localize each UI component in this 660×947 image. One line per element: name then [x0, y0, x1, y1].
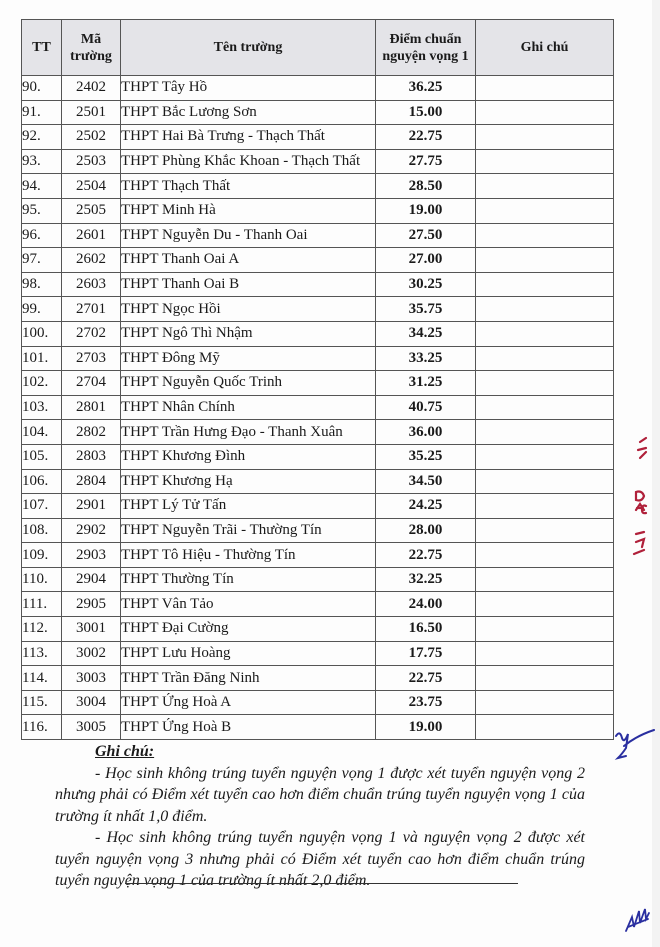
cutoff-score: 28.50	[376, 174, 476, 199]
school-name: THPT Bắc Lương Sơn	[121, 100, 376, 125]
school-name: THPT Hai Bà Trưng - Thạch Thất	[121, 125, 376, 150]
school-code: 2804	[62, 469, 121, 494]
notes-title: Ghi chú:	[95, 743, 155, 760]
school-name: THPT Minh Hà	[121, 198, 376, 223]
cutoff-score: 16.50	[376, 617, 476, 642]
row-note	[476, 444, 614, 469]
row-number: 101.	[22, 346, 62, 371]
school-code: 2501	[62, 100, 121, 125]
row-number: 112.	[22, 617, 62, 642]
school-code: 2402	[62, 76, 121, 101]
school-code: 3003	[62, 666, 121, 691]
row-number: 104.	[22, 420, 62, 445]
row-note	[476, 690, 614, 715]
school-code: 2902	[62, 518, 121, 543]
table-row	[22, 198, 614, 223]
row-note	[476, 641, 614, 666]
school-name: THPT Nguyễn Du - Thanh Oai	[121, 223, 376, 248]
row-note	[476, 321, 614, 346]
school-name: THPT Ngọc Hồi	[121, 297, 376, 322]
school-code: 2603	[62, 272, 121, 297]
row-number: 98.	[22, 272, 62, 297]
row-number: 106.	[22, 469, 62, 494]
school-code: 2703	[62, 346, 121, 371]
row-note	[476, 100, 614, 125]
stamp-marks-icon	[626, 430, 660, 580]
notes-section	[55, 741, 585, 892]
cutoff-score: 34.25	[376, 321, 476, 346]
row-number: 108.	[22, 518, 62, 543]
school-code: 2702	[62, 321, 121, 346]
cutoff-score: 19.00	[376, 715, 476, 740]
table-row	[22, 444, 614, 469]
row-number: 96.	[22, 223, 62, 248]
school-code: 3005	[62, 715, 121, 740]
table-row	[22, 543, 614, 568]
school-code: 3001	[62, 617, 121, 642]
row-number: 113.	[22, 641, 62, 666]
row-note	[476, 272, 614, 297]
school-name: THPT Trần Hưng Đạo - Thanh Xuân	[121, 420, 376, 445]
cutoff-score: 36.25	[376, 76, 476, 101]
school-name: THPT Thường Tín	[121, 567, 376, 592]
table-row	[22, 420, 614, 445]
school-code: 2602	[62, 248, 121, 273]
school-name: THPT Khương Đình	[121, 444, 376, 469]
row-number: 103.	[22, 395, 62, 420]
table-header-row	[22, 20, 614, 76]
row-note	[476, 223, 614, 248]
table-row	[22, 297, 614, 322]
table-row	[22, 641, 614, 666]
school-name: THPT Ngô Thì Nhậm	[121, 321, 376, 346]
row-note	[476, 617, 614, 642]
cutoff-score: 36.00	[376, 420, 476, 445]
header-school-name: Tên trường	[121, 20, 376, 76]
table-row	[22, 715, 614, 740]
school-code: 2505	[62, 198, 121, 223]
school-code: 2903	[62, 543, 121, 568]
row-number: 93.	[22, 149, 62, 174]
row-number: 99.	[22, 297, 62, 322]
table-row	[22, 272, 614, 297]
table-row	[22, 174, 614, 199]
table-row	[22, 395, 614, 420]
row-number: 97.	[22, 248, 62, 273]
school-code: 2801	[62, 395, 121, 420]
table-row	[22, 100, 614, 125]
school-name: THPT Vân Tảo	[121, 592, 376, 617]
row-number: 92.	[22, 125, 62, 150]
school-code: 2901	[62, 494, 121, 519]
school-code: 2802	[62, 420, 121, 445]
cutoff-score: 27.50	[376, 223, 476, 248]
row-number: 94.	[22, 174, 62, 199]
row-number: 114.	[22, 666, 62, 691]
row-note	[476, 592, 614, 617]
school-name: THPT Trần Đăng Ninh	[121, 666, 376, 691]
school-code: 2904	[62, 567, 121, 592]
row-number: 102.	[22, 371, 62, 396]
table-row	[22, 666, 614, 691]
cutoff-score: 33.25	[376, 346, 476, 371]
cutoff-score: 23.75	[376, 690, 476, 715]
row-note	[476, 174, 614, 199]
school-name: THPT Nguyễn Quốc Trinh	[121, 371, 376, 396]
row-number: 91.	[22, 100, 62, 125]
row-note	[476, 149, 614, 174]
school-name: THPT Khương Hạ	[121, 469, 376, 494]
note-paragraph-2: - Học sinh không trúng tuyển nguyện vọng 1 và nguyện vọng 2 được xét tuyển nguyện vọng 3 nhưng phải có Điểm xét tuyển cao hơn điểm chuẩn trúng tuyển nguyện vọng 1 của trường ít nhất 2,0 điểm.	[55, 829, 585, 889]
school-code: 3004	[62, 690, 121, 715]
school-code: 2503	[62, 149, 121, 174]
cutoff-score: 31.25	[376, 371, 476, 396]
cutoff-score: 32.25	[376, 567, 476, 592]
cutoff-score: 19.00	[376, 198, 476, 223]
school-code: 2701	[62, 297, 121, 322]
school-name: THPT Nhân Chính	[121, 395, 376, 420]
cutoff-score: 27.00	[376, 248, 476, 273]
row-note	[476, 371, 614, 396]
cutoff-score: 30.25	[376, 272, 476, 297]
cutoff-score: 24.00	[376, 592, 476, 617]
school-name: THPT Lý Tử Tấn	[121, 494, 376, 519]
row-note	[476, 248, 614, 273]
row-note	[476, 198, 614, 223]
row-note	[476, 494, 614, 519]
signature-scribble-icon	[622, 905, 652, 935]
row-note	[476, 125, 614, 150]
header-cutoff-score: Điểm chuẩn nguyện vọng 1	[376, 20, 476, 76]
table-row	[22, 494, 614, 519]
row-note	[476, 346, 614, 371]
school-code: 2504	[62, 174, 121, 199]
table-row	[22, 76, 614, 101]
school-name: THPT Ứng Hoà B	[121, 715, 376, 740]
school-name: THPT Thanh Oai A	[121, 248, 376, 273]
school-name: THPT Thạch Thất	[121, 174, 376, 199]
table-row	[22, 223, 614, 248]
row-number: 116.	[22, 715, 62, 740]
signature-initials-icon	[612, 728, 658, 768]
school-name: THPT Tô Hiệu - Thường Tín	[121, 543, 376, 568]
row-number: 105.	[22, 444, 62, 469]
table-row	[22, 567, 614, 592]
row-note	[476, 666, 614, 691]
table-row	[22, 149, 614, 174]
school-name: THPT Lưu Hoàng	[121, 641, 376, 666]
header-tt: TT	[22, 20, 62, 76]
cutoff-score: 27.75	[376, 149, 476, 174]
cutoff-score: 17.75	[376, 641, 476, 666]
cutoff-score: 35.75	[376, 297, 476, 322]
school-name: THPT Tây Hồ	[121, 76, 376, 101]
cutoff-score: 35.25	[376, 444, 476, 469]
table-row	[22, 321, 614, 346]
row-number: 90.	[22, 76, 62, 101]
school-name: THPT Đông Mỹ	[121, 346, 376, 371]
table-row	[22, 592, 614, 617]
row-note	[476, 297, 614, 322]
school-code: 2803	[62, 444, 121, 469]
school-name: THPT Thanh Oai B	[121, 272, 376, 297]
table-row	[22, 125, 614, 150]
row-note	[476, 715, 614, 740]
table-row	[22, 469, 614, 494]
row-number: 95.	[22, 198, 62, 223]
table-row	[22, 617, 614, 642]
row-note	[476, 76, 614, 101]
end-separator-line	[125, 883, 518, 884]
school-code: 2502	[62, 125, 121, 150]
header-school-code: Mã trường	[62, 20, 121, 76]
table-row	[22, 690, 614, 715]
cutoff-score: 34.50	[376, 469, 476, 494]
cutoff-score: 40.75	[376, 395, 476, 420]
table-row	[22, 346, 614, 371]
table-row	[22, 248, 614, 273]
row-note	[476, 543, 614, 568]
row-note	[476, 518, 614, 543]
row-number: 100.	[22, 321, 62, 346]
table-row	[22, 371, 614, 396]
school-code: 2601	[62, 223, 121, 248]
row-note	[476, 420, 614, 445]
header-note: Ghi chú	[476, 20, 614, 76]
note-paragraph-1: - Học sinh không trúng tuyển nguyện vọng 1 được xét tuyển nguyện vọng 2 nhưng phải có Điểm xét tuyển cao hơn điểm chuẩn trúng tuyển nguyện vọng 1 của trường ít nhất 1,0 điểm.	[55, 764, 585, 825]
row-note	[476, 469, 614, 494]
cutoff-score: 24.25	[376, 494, 476, 519]
row-note	[476, 395, 614, 420]
row-number: 107.	[22, 494, 62, 519]
row-note	[476, 567, 614, 592]
school-name: THPT Nguyễn Trãi - Thường Tín	[121, 518, 376, 543]
row-number: 111.	[22, 592, 62, 617]
school-code: 2704	[62, 371, 121, 396]
row-number: 109.	[22, 543, 62, 568]
cutoff-score: 22.75	[376, 666, 476, 691]
cutoff-score: 22.75	[376, 543, 476, 568]
school-name: THPT Ứng Hoà A	[121, 690, 376, 715]
row-number: 115.	[22, 690, 62, 715]
row-number: 110.	[22, 567, 62, 592]
cutoff-score: 15.00	[376, 100, 476, 125]
cutoff-score: 28.00	[376, 518, 476, 543]
school-name: THPT Đại Cường	[121, 617, 376, 642]
school-code: 3002	[62, 641, 121, 666]
admission-scores-table	[21, 19, 614, 740]
school-name: THPT Phùng Khắc Khoan - Thạch Thất	[121, 149, 376, 174]
table-row	[22, 518, 614, 543]
cutoff-score: 22.75	[376, 125, 476, 150]
school-code: 2905	[62, 592, 121, 617]
